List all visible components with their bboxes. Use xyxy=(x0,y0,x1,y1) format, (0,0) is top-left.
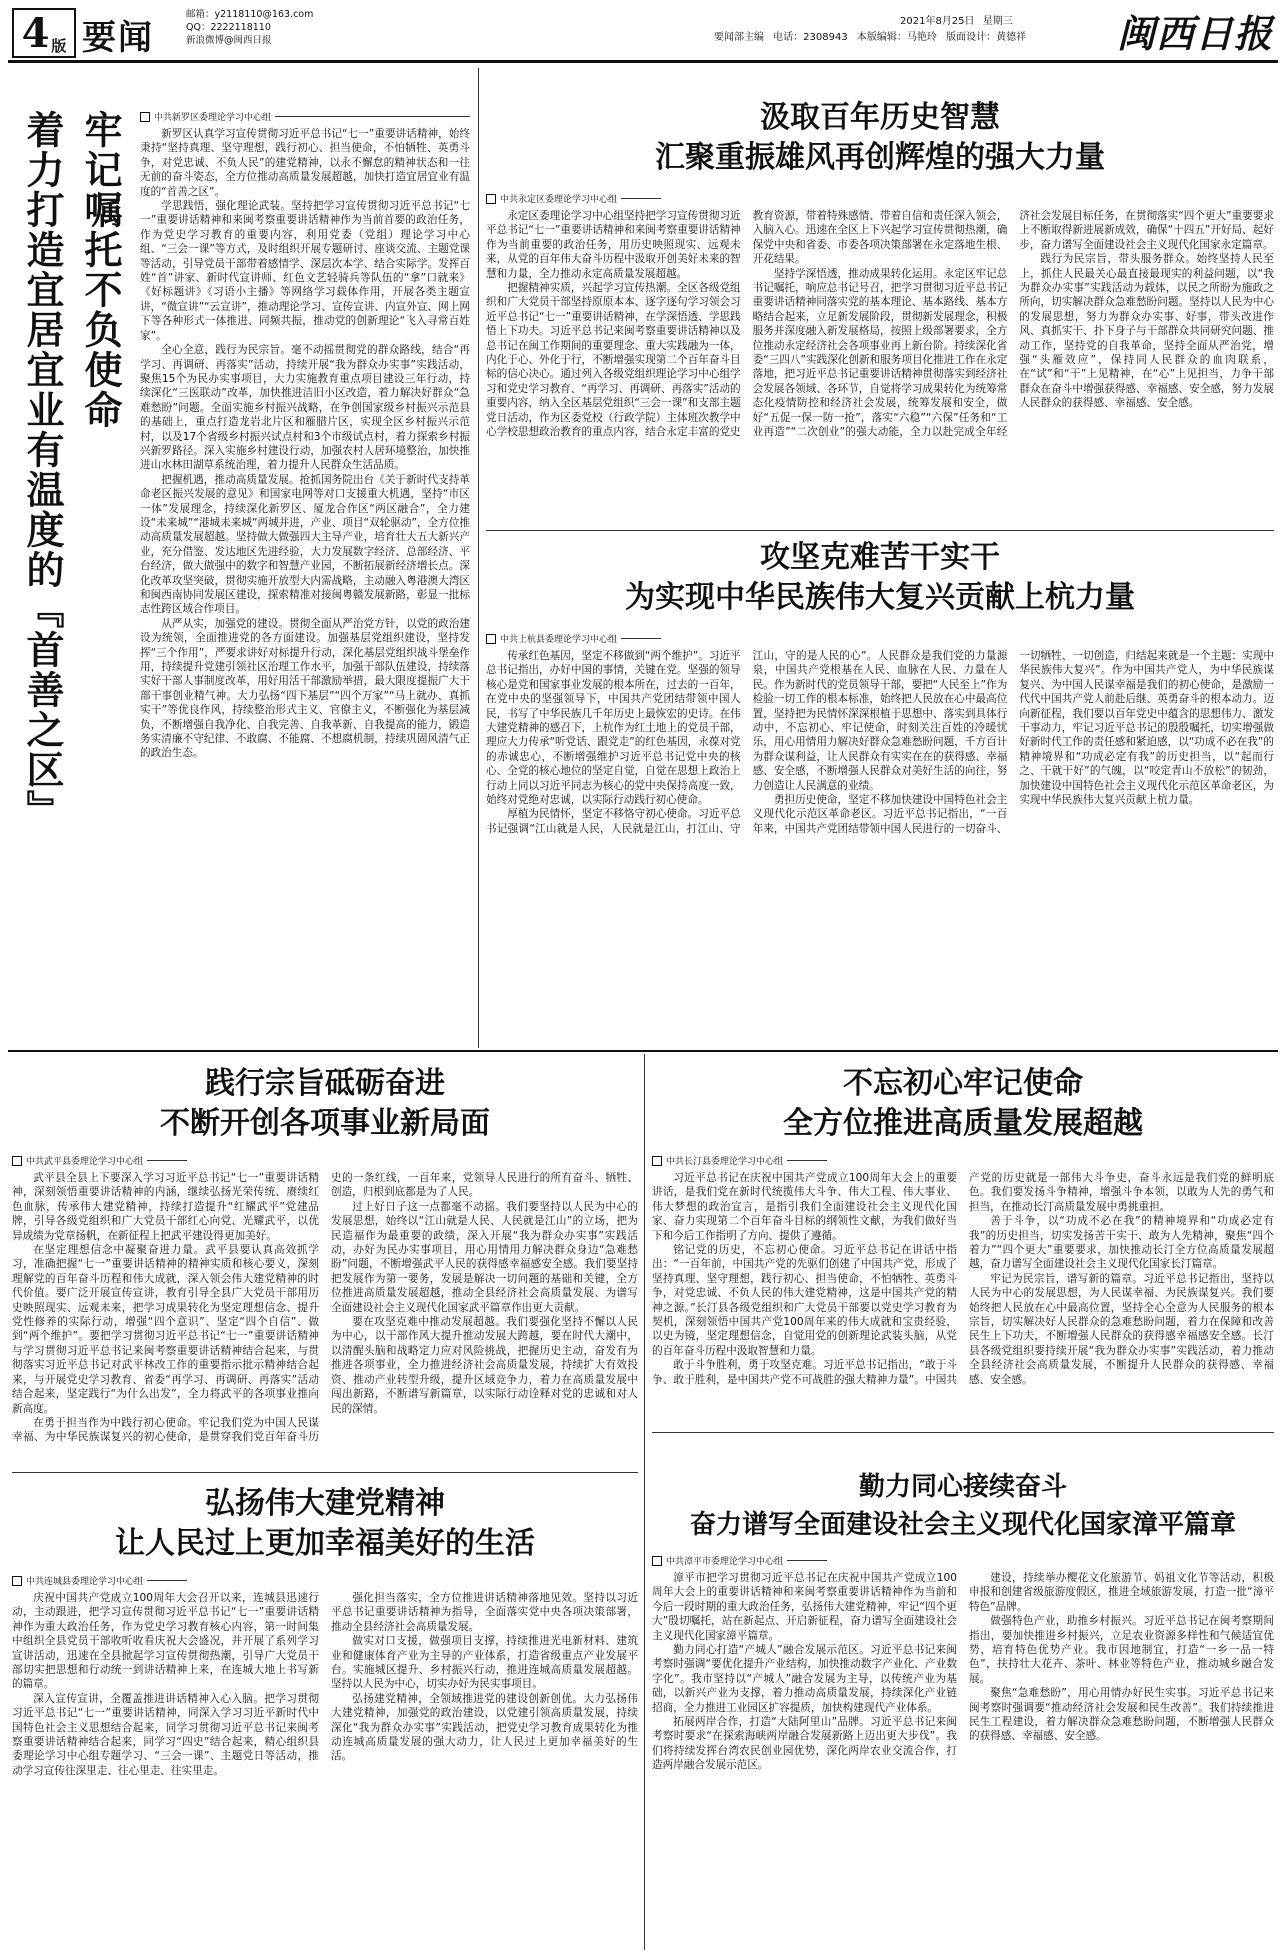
a4-author: 中共武平县委理论学习中心组 xyxy=(12,1154,638,1167)
a6-author: 中共连城县委理论学习中心组 xyxy=(12,1574,638,1587)
paragraph: 武平县全县上下要深入学习习近平总书记“七一”重要讲话精神，深刻领悟重要讲话精神的内涵，继续弘扬光荣传统、赓续红色血脉，传承伟大建党精神，持续打造提升“红耀武平”党建品牌，引导各级党组织和广大党员干部红心向党、光耀武平，以优异成绩为党章扬帆，在新征程上把武平建设得更加美好。 xyxy=(12,1172,319,1242)
paragraph: 弘扬建党精神，全领域推进党的建设创新创优。大力弘扬伟大建党精神，加强党的政治建设，以党建引领高质量发展，持续深化“我为群众办实事”实践活动，把党史学习教育成果转化为推动连城高质量发展的强大动力，让人民过上更加幸福美好的生活。 xyxy=(331,1692,638,1763)
section-divider xyxy=(652,1432,1274,1433)
a7-headline: 勤力同心接续奋斗 奋力谱写全面建设社会主义现代化国家漳平篇章 xyxy=(689,1472,1236,1540)
article-a1 xyxy=(140,110,470,1045)
paragraph: 深入宣传宣讲，全覆盖推进讲话精神入心入脑。把学习贯彻习近平总书记“七一”重要讲话精神，同深入学习习近平新时代中国特色社会主义思想结合起来，同学习贯彻习近平总书记来闽考察重要讲话精神结合起来，同学习“四史”结合起来，精心组织县委理论学习中心组专题学习、“三会一课”、主题党日等活动，推动学习宣传往深里走、往心里走、往实里走。 xyxy=(12,1692,319,1777)
paragraph: 建设，持续举办樱花文化旅游节、妈祖文化节等活动，积极申报和创建省级旅游度假区，推进全域旅游发展，打造一批“漳平特色”品牌。 xyxy=(969,1572,1274,1613)
paragraph: 做强特色产业，助推乡村振兴。习近平总书记在闽考察期间指出，要加快推进乡村振兴，立足农业资源多样性和气候适宜优势，培育特色优势产业。我市因地制宜，打造“一乡一品一特色”，扶持壮大花卉、茶叶、林业等特色产业，推动城乡融合发展。 xyxy=(969,1615,1274,1685)
a1-author: 中共新罗区委理论学习中心组 xyxy=(140,110,470,123)
section-divider xyxy=(12,1472,638,1473)
a2-headline: 汲取百年历史智慧 汇聚重振雄风再创辉煌的强大力量 xyxy=(655,100,1105,175)
column-divider xyxy=(478,68,479,1048)
square-icon xyxy=(12,1156,22,1166)
paragraph: 拓展两岸合作，打造“大陆阿里山”品牌。习近平总书记来闽考察时要求“在探索海峡两岸融合发展新路上迈出更大步伐”。我们将持续发挥台湾农民创业园优势，深化两岸农业交流合作，打造两岸融合发展示范区。 xyxy=(652,1716,957,1772)
a5-author: 中共长汀县委理论学习中心组 xyxy=(652,1154,1274,1167)
square-icon xyxy=(652,1156,662,1166)
paragraph: 在勇于担当作为中践行初心使命。牢记我们党为中国人民谋幸福、为中华民族谋复兴的初心使命，是贯穿我们党百年奋斗历史的一条红线，一百年来，党领导人民进行的所有奋斗、牺牲、创造，归根到底都是为了人民。 xyxy=(12,1172,638,1444)
paragraph: 铭记党的历史，不忘初心使命。习近平总书记在讲话中指出：“一百年前，中国共产党的先驱们创建了中国共产党，形成了坚持真理、坚守理想，践行初心、担当使命，不怕牺牲、英勇斗争，对党忠诚、不负人民的伟大建党精神，这是中国共产党的精神之源。”长汀县各级党组织和广大党员干部要以党史学习教育为契机，深刻领悟中国共产党100周年来的伟大成就和宝贵经验，以史为镜，坚定理想信念，自觉用党的创新理论武装头脑，从党的百年奋斗历程中汲取智慧和力量。 xyxy=(652,1244,957,1357)
square-icon xyxy=(140,112,150,122)
square-icon xyxy=(486,634,496,644)
a7-body xyxy=(652,1571,1274,1943)
a3-author: 中共上杭县委理论学习中心组 xyxy=(486,632,1274,645)
article-a7 xyxy=(652,1438,1274,1948)
paragraph: 勤力同心打造“产城人”融合发展示范区。习近平总书记来闽考察时强调“要优化提升产业结构，加快推动数字产业化、产业数字化”。我市坚持以“产城人”融合发展为主导，以传统产业为基础，以新兴产业为支撑，着力推动高质量发展，持续深化产业链招商，全力推进工业园区扩容提质，加快构建现代产业体系。 xyxy=(652,1644,957,1714)
a5-body xyxy=(652,1171,1274,1429)
page-number-box xyxy=(12,8,76,58)
article-a5 xyxy=(652,1058,1274,1428)
a6-body xyxy=(12,1591,638,1951)
page-suffix: 版 xyxy=(51,37,67,55)
paragraph: 习近平总书记在庆祝中国共产党成立100周年大会上的重要讲话，是我们党在新时代统揽伟大斗争、伟大工程、伟大事业、伟大梦想的政治宣言，是指引我们全面建设社会主义现代化国家、奋力实现第二个百年奋斗目标的纲领性文献，为我们做好当下和今后工作指明了方向、提供了遵循。 xyxy=(652,1172,957,1242)
weibo: 新浪微博@闽西日报 xyxy=(186,35,272,46)
paragraph: 传承红色基因，坚定不移做到“两个维护”。习近平总书记指出，办好中国的事情，关键在党。坚强的领导核心是党和国家事业发展的根本所在，过去的一百年，在党中央的坚强领导下，中国共产党团结带领中国人民，书写了中华民族几千年历史上最恢宏的史诗。在伟大建党精神的感召下，上杭作为红土地上的党员干部，理应大力传承“听党话、跟党走”的红色基因，永葆对党的赤诚忠心，不断增强维护习近平总书记党中央的核心、全党的核心地位的坚定自觉，自觉在思想上政治上行动上同以习近平同志为核心的党中央保持高度一致，始终对党绝对忠诚，以实际行动践行初心使命。 xyxy=(486,650,741,807)
a2-author: 中共永定区委理论学习中心组 xyxy=(486,192,1274,205)
masthead xyxy=(8,4,1278,60)
column-divider xyxy=(644,1054,645,1950)
article-a6 xyxy=(12,1478,638,1948)
paragraph: 从严从实，加强党的建设。贯彻全面从严治党方针，以党的政治建设为统领，全面推进党的各方面建设。加强基层党组织建设，坚持发挥“三个作用”，严要求讲好对标提升行动，深化基层党组织战斗堡垒作用，持续提升党建引领社区治理工作水平，加强干部队伍建设，持续落实好干部人事制度改革，用好用活干部激励举措，最大限度提振广大干部干事创业精气神。大力弘扬“四下基层”“四个万家”“马上就办、真抓实干”等优良作风，持续整治形式主义、官僚主义，不断强化为基层减负，不断增强自我净化、自我完善、自我革新、自我提高的能力，锻造务实清廉不守纪律、不敢腐、不能腐、不想腐机制，持续巩固风清气正的政治生态。 xyxy=(140,617,470,760)
issue-date: 2021年8月25日 星期三 xyxy=(900,16,1013,27)
paragraph: 永定区委理论学习中心组坚持把学习宣传贯彻习近平总书记“七一”重要讲话精神和来闽考察重要讲话精神作为当前重要的政治任务，用历史映照现实、远观未来，从党的百年伟大奋斗历程中汲取开创美好未来的智慧和力量，全力推动永定高质量发展超越。 xyxy=(486,210,741,280)
paragraph: 庆祝中国共产党成立100周年大会召开以来，连城县迅速行动，主动跟进，把学习宣传贯彻习近平总书记“七一”重要讲话精神作为重大政治任务，作为党史学习教育核心内容，第一时间集中组织全县党员干部收听收看庆祝大会盛况，并开展了系列学习宣讲活动，迅速在全县掀起学习宣传贯彻热潮，引导广大党员干部切实把思想和行动统一到讲话精神上来，在连城大地上书写新的篇章。 xyxy=(12,1592,319,1691)
paragraph: 过上好日子这一点都毫不动摇。我们要坚持以人民为中心的发展思想，始终以“江山就是人民、人民就是江山”的立场，把为民造福作为最重要的政绩，深入开展“我为群众办实事”实践活动，办好为民办实事项目，用心用情用力解决群众身边“急难愁盼”问题，不断增强武平人民的获得感幸福感安全感。我们要坚持把发展作为第一要务，发展是解决一切问题的基础和关键，全方位推进高质量发展超越，推动全县经济社会高质量发展、为谱写全面建设社会主义现代化国家武平篇章作出更大贡献。 xyxy=(331,1200,638,1314)
header-rule xyxy=(8,60,1278,63)
paragraph: 全心全意，践行为民宗旨。毫不动摇贯彻党的群众路线，结合“再学习、再调研、再落实”活动，持续开展“我为群众办实事”实践活动，聚焦15个为民办实事项目，大力实施教育重点项目建设三年行动，持续深化“三医联动”改革，加快推进洁旧小区改造，着力解决好群众“急难愁盼”问题。全面实施乡村振兴战略，在争创国家级乡村振兴示范县的基础上，重点打造龙岩北片区和雁腊片区，实现全区乡村振兴示范村，以及17个省级乡村振兴试点村和3个市级试点村，着力探索乡村振兴新罗路径。深入实施乡村建设行动，加强农村人居环境整治，加快推进山水林田湖草系统治理，着力提升人民群众生活品质。 xyxy=(140,344,470,472)
contact-info xyxy=(186,8,313,47)
a2-body xyxy=(486,209,1274,519)
paragraph: 牢记为民宗旨，谱写新的篇章。习近平总书记指出，坚持以人民为中心的发展思想，为人民谋幸福、为民族谋复兴。我们要始终把人民放在心中最高位置，坚持全心全意为人民服务的根本宗旨，切实解决好人民群众的急难愁盼问题，着力在保障和改善民生上下功夫，不断增强人民群众的获得感幸福感安全感。长汀县各级党组织要持续开展“我为群众办实事”实践活动，着力推动全县经济社会高质量发展，不断提升人民群众的获得感、幸福感、安全感。 xyxy=(969,1272,1274,1386)
article-a2 xyxy=(486,68,1274,528)
a1-headline-line-1: 牢记嘱托不负使命 xyxy=(78,110,123,430)
paragraph: 强化担当落实，全方位推进讲话精神落地见效。坚持以习近平总书记重要讲话精神为指导，全面落实党中央各项决策部署，推动全县经济社会高质量发展。 xyxy=(331,1592,638,1633)
paragraph: 聚焦“急难愁盼”，用心用情办好民生实事。习近平总书记来闽考察时强调要“推动经济社会发展和民生改善”。我们持续推进民生工程建设，着力解决群众急难愁盼问题，不断增强人民群众的获得感、幸福感、安全感。 xyxy=(969,1687,1274,1743)
a1-headline xyxy=(12,110,130,1045)
paragraph: 新罗区认真学习宣传贯彻习近平总书记“七一”重要讲话精神，始终秉持“坚持真理、坚守理想，践行初心、担当使命，不怕牺牲、英勇斗争，对党忠诚、不负人民”的建党精神，以永不懈怠的精神状态和一往无前的奋斗姿态，全方位推动高质量发展超越，加快打造宜居宜业有温度的“首善之区”。 xyxy=(140,128,470,198)
a6-headline: 弘扬伟大建党精神 让人民过上更加幸福美好的生活 xyxy=(115,1486,535,1561)
paragraph: 践行为民宗旨，带头服务群众。始终坚持人民至上，抓住人民最关心最直接最现实的利益问题，以“我为群众办实事”实践活动为载体，以民之所盼为施政之所向，切实解决群众急难愁盼问题。坚持以人民为中心的发展思想，努力为群众办实事、好事，带头改进作风、真抓实干、扑下身子与干部群众共同研究问题、推动工作，坚持党的自我革命，坚持全面从严治党，增强“头雁效应”，保持同人民群众的血肉联系，在“试”和“干”上见精神，在“心”上见担当，力争干部群众在奋斗中增强获得感、幸福感、安全感，努力发展人民群众的获得感、幸福感、安全感。 xyxy=(1019,253,1274,410)
logo-text: 闽西日报 xyxy=(1116,10,1273,56)
a5-headline: 不忘初心牢记使命 全方位推进高质量发展超越 xyxy=(783,1066,1143,1141)
square-icon xyxy=(486,194,496,204)
a3-body xyxy=(486,649,1274,1049)
section-divider xyxy=(486,530,1274,531)
square-icon xyxy=(12,1576,22,1586)
paragraph: 坚持学深悟透，推动成果转化运用。永定区牢记总书记嘱托，响应总书记号召，把学习贯彻习近平总书记重要讲话精神同落实党的基本理论、基本路线、基本方略结合起来，立足新发展阶段，贯彻新发展理念，积极服务并深度融入新发展格局，按照上级部署要求，全方位推动永定经济社会各项事业再上新台阶。持续深化省委“三四八”实践深化创新和服务项目化推进工作在永定落地，把习近平总书记重要讲话精神贯彻落实到经济社会发展各领域、各环节，自觉将学习成果转化为统筹常态化疫情防控和经济社会发展，统筹发展和安全，做好“五促一保一防一抢”，落实“六稳”“六保”任务和“工业再造”“二次创业”的强大动能，全力以赴完成全年经济社会发展目标任务，在贯彻落实“四个更大”重要要求上不断取得新进展新成效，确保“十四五”开好局、起好步，奋力谱写全面建设社会主义现代化国家永定篇章。 xyxy=(752,210,1274,439)
page-number: 4 xyxy=(21,10,50,57)
a4-body xyxy=(12,1171,638,1469)
a7-author: 中共漳平市委理论学习中心组 xyxy=(652,1554,1274,1567)
article-a4 xyxy=(12,1058,638,1468)
paragraph: 做实对口支援，做强项目支撑，持续推进光电新材料、建筑业和健康体育产业为主导的产业体系，打造省级重点产业发展平台。实施城区提升、乡村振兴行动，推进连城高质量发展超越。坚持以人民为中心，切实办好为民实事项目。 xyxy=(331,1635,638,1691)
editor-credits: 要闻部主编 电话：2308943 本版编辑：马艳玲 版面设计：黄德祥 xyxy=(714,32,1027,43)
paragraph: 把握机遇，推动高质量发展。抢抓国务院出台《关于新时代支持革命老区振兴发展的意见》和国家电网等对口支援重大机遇，坚持“市区一体”发展理念，持续深化新罗区、厦龙合作区“两区融合”，全力建设“未来城”“港城未来城”两城并进，产业、项目“双轮驱动”，全方位推动高质量发展超越。坚持做大做强四大主导产业，培育壮大五大新兴产业，充分借鉴、发达地区先进经验，大力发展数字经济、总部经济、平台经济，做大做强中的数字和智慧产业园，不断拓展新经济增长点。深化改革攻坚突破，贯彻实施开放型大内需战略，主动融入粤港澳大湾区和闽西南协同发展区建设，探索精准对接闽粤赣发展新路，彰显一批标志性跨区域合作项目。 xyxy=(140,473,470,616)
a3-headline: 攻坚克难苦干实干 为实现中华民族伟大复兴贡献上杭力量 xyxy=(625,540,1135,615)
paragraph: 漳平市把学习贯彻习近平总书记在庆祝中国共产党成立100周年大会上的重要讲话精神和来闽考察重要讲话精神作为当前和今后一段时期的重大政治任务，弘扬伟大建党精神，牢记“四个更大”殷切嘱托，站在新起点、开启新征程，奋力谱写全面建设社会主义现代化国家漳平篇章。 xyxy=(652,1572,957,1642)
paragraph: 厚植为民情怀，坚定不移恪守初心使命。习近平总书记强调“江山就是人民，人民就是江山，打江山、守江山，守的是人民的心”。人民群众是我们党的力量源泉，中国共产党根基在人民、血脉在人民、力量在人民。作为新时代的党员领导干部，要把“人民至上”作为检验一切工作的根本标准，始终把人民放在心中最高位置，坚持把为民情怀深深根植于思想中、落实到具体行动中，不忘初心、牢记使命，时刻关注百姓的冷暖忧乐，用心用情用力解决好群众急难愁盼问题，千方百计为群众谋利益，让人民群众有实实在在的获得感、幸福感、安全感，不断增强人民群众对美好生活的向往，努力创造让人民满意的业绩。 xyxy=(486,650,1008,835)
paragraph: 敢于斗争胜利，勇于攻坚克难。习近平总书记指出，“敢于斗争、敢于胜利，是中国共产党不可战胜的强大精神力量”。中国共产党的历史就是一部伟大斗争史，奋斗永远是我们党的鲜明底色。我们要发扬斗争精神，增强斗争本领，以敢为人先的勇气和担当，在推动长汀高质量发展中勇挑重担。 xyxy=(652,1172,1274,1386)
square-icon xyxy=(652,1556,662,1566)
paragraph: 善于斗争，以“功成不必在我”的精神境界和“功成必定有我”的历史担当，切实发扬苦干实干、敢为人先精神，聚焦“四个着力”“四个更大”重要要求，加快推动长汀全方位高质量发展超越，奋力谱写全面建设社会主义现代化国家长汀篇章。 xyxy=(969,1215,1274,1271)
a1-headline-line-2: 着力打造宜居宜业有温度的『首善之区』 xyxy=(20,110,65,830)
section-title: 要闻 xyxy=(82,18,154,58)
paragraph: 要在攻坚克难中推动发展超越。我们要强化坚持不懈以人民为中心，以干部作风大提升推动发展大跨越，要在时代大潮中，以清醒头脑和战略定力应对风险挑战，把握历史主动，奋发有为推进各项事业，全力推进经济社会高质量发展，持续扩大有效投资、推动产业转型升级，提升区域竞争力，着力在高质量发展中闯出新路，不断谱写新篇章，以实际行动诠释对党的忠诚和对人民的深情。 xyxy=(331,1316,638,1415)
paragraph: 勇担历史使命，坚定不移加快建设中国特色社会主义现代化示范区革命老区。习近平总书记指出，“一百年来，中国共产党团结带领中国人民进行的一切奋斗、一切牺牲、一切创造，归结起来就是一个主题：实现中华民族伟大复兴”。作为中国共产党人，为中华民族谋复兴、为中国人民谋幸福是我们的初心使命，是激励一代代中国共产党人前赴后继、英勇奋斗的根本动力。迈向新征程，我们要以百年党史中蕴含的思想伟力、激发干事动力，牢记习近平总书记的殷殷嘱托，切实增强做好新时代工作的责任感和紧迫感，以“功成不必在我”的精神境界和“功成必定有我”的历史担当，以“起而行之、干就干好”的气魄，以“咬定青山不放松”的韧劲，加快建设中国特色社会主义现代化示范区革命老区，为实现中华民族伟大复兴贡献上杭力量。 xyxy=(752,650,1274,835)
qq: QQ：2222118110 xyxy=(186,22,271,33)
email: 邮箱：y2118110@163.com xyxy=(186,9,314,20)
article-a3 xyxy=(486,534,1274,1046)
paragraph: 把握精神实质，兴起学习宣传热潮。全区各级党组织和广大党员干部坚持原原本本、逐字逐句学习领会习近平总书记“七一”重要讲话精神，在学深悟透、学思践悟上下功夫。习近平总书记来闽考察重要讲话精神以及总书记在闽工作期间的重要理念、重大实践融为一体，内化于心、外化于行，不断增强实现第二个百年奋斗目标的信心决心。通过列入各级党组织理论学习中心组学习和党史学习教育、“再学习、再调研、再落实”活动的重要内容，纳入全区基层党组织“三会一课”和支部主题党日活动，作为区委党校（行政学院）主体班次教学中心学校思想政治教育的重点内容，结合永定丰富的党史教育资源，带着特殊感情、带着自信和责任深入领会，入脑入心。迅速在全区上下兴起学习宣传贯彻热潮，确保党中央和省委、市委各项决策部署在永定落地生根、开花结果。 xyxy=(486,210,1008,439)
newspaper-logo xyxy=(1112,4,1278,56)
a1-body xyxy=(140,127,470,1042)
paragraph: 学思践悟，强化理论武装。坚持把学习宣传贯彻习近平总书记“七一”重要讲话精神和来闽考察重要讲话精神作为当前首要的政治任务，作为党史学习教育的重要内容，利用党委（党组）理论学习中心组、“三会一课”等方式，及时组织开展专题研讨、座谈交流、主题党课等活动，引导党员干部带着感情学、深层次本学、结合实际学。发挥百姓“首”讲家、新时代宣讲师、红色文艺轻骑兵等队伍的“拿”口就来》《好标题讲》《习语小主播》等网络学习载体作用，开展各类主题宣讲，“微宣讲”“云宣讲”，推动理论学习、宣传宣讲、内宣外宣、网上网下等各种形式一体推进、同频共振，推动党的创新理论“飞入寻常百姓家”。 xyxy=(140,200,470,342)
paragraph: 在坚定理想信念中凝聚奋进力量。武平县要认真高效抓学习，准确把握“七一”重要讲话精神的精神实质和核心要义，深刻理解党的百年奋斗历程和伟大成就，深入领会伟大建党精神的时代价值。要广泛开展宣传宣讲，教育引导全县广大党员干部用历史映照现实、远观未来，把学习成果转化为坚定理想信念、提升党性修养的实际行动，增强“四个意识”、坚定“四个自信”、做到“两个维护”。要把学习贯彻习近平总书记“七一”重要讲话精神与学习贯彻习近平总书记来闽考察重要讲话精神结合起来，与贯彻落实习近平总书记对武平林改工作的重要指示批示精神结合起来，与开展党史学习教育、省委“再学习、再调研、再落实”活动结合起来，坚定践行“为什么出发”，全力将武平的各项事业推向新高度。 xyxy=(12,1244,319,1415)
a4-headline: 践行宗旨砥砺奋进 不断开创各项事业新局面 xyxy=(160,1066,490,1141)
section-divider xyxy=(8,1050,1278,1052)
